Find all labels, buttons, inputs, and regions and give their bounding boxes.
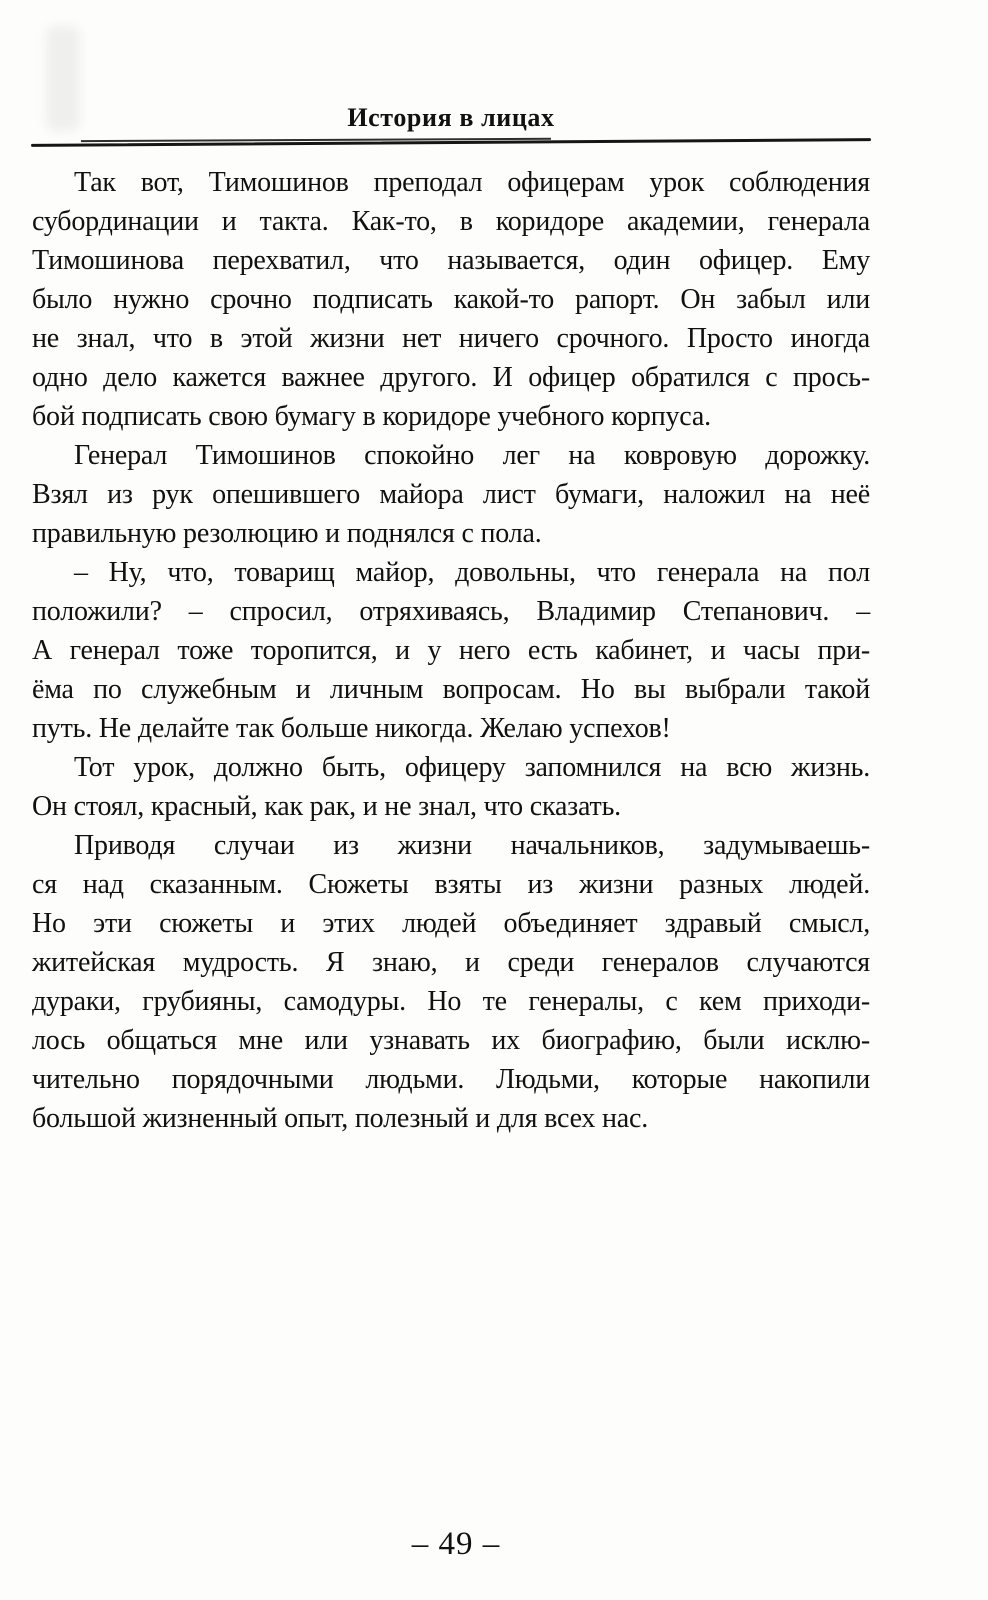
page-body-text (32, 163, 870, 1138)
text-line: ся над сказанным. Сюжеты взяты из жизни разных людей. (32, 869, 870, 900)
text-line: путь. Не делайте так больше никогда. Желаю успехов! (32, 713, 671, 744)
text-line: бой подписать свою бумагу в коридоре учебного корпуса. (32, 401, 711, 432)
text-line: Но эти сюжеты и этих людей объединяет здравый смысл, (32, 908, 870, 939)
paragraph (32, 826, 870, 1138)
text-line: Тимошинова перехватил, что называется, один офицер. Ему (32, 245, 870, 276)
text-line: субординации и такта. Как-то, в коридоре академии, генерала (32, 206, 870, 237)
paragraph (32, 436, 870, 553)
text-line: чительно порядочными людьми. Людьми, которые накопили (32, 1064, 870, 1095)
text-line: житейская мудрость. Я знаю, и среди генералов случаются (32, 947, 870, 978)
paragraph (32, 748, 870, 826)
header-divider-rule (31, 138, 871, 147)
text-line: Он стоял, красный, как рак, и не знал, что сказать. (32, 791, 621, 822)
text-line: Так вот, Тимошинов преподал офицерам урок соблюдения (74, 167, 870, 198)
text-line: дураки, грубияны, самодуры. Но те генералы, с кем приходи- (32, 986, 870, 1017)
text-line: лось общаться мне или узнавать их биографию, были исклю- (32, 1025, 870, 1056)
text-line: одно дело кажется важнее другого. И офицер обратился с прось- (32, 362, 870, 393)
text-line: положили? – спросил, отряхиваясь, Владимир Степанович. – (32, 596, 870, 627)
text-line: Приводя случаи из жизни начальников, задумываешь- (74, 830, 870, 861)
text-line: Тот урок, должно быть, офицеру запомнился на всю жизнь. (74, 752, 870, 783)
page-number: – 49 – (411, 1526, 501, 1562)
text-line: Взял из рук опешившего майора лист бумаги, наложил на неё (32, 479, 870, 510)
text-line: Генерал Тимошинов спокойно лег на ковровую дорожку. (74, 440, 870, 471)
running-header-title: История в лицах (347, 103, 555, 132)
text-line: – Ну, что, товарищ майор, довольны, что генерала на пол (74, 557, 870, 588)
text-line: А генерал тоже торопится, и у него есть кабинет, и часы при- (32, 635, 870, 666)
text-line: правильную резолюцию и поднялся с пола. (32, 518, 542, 549)
paragraph (32, 163, 870, 436)
text-line: большой жизненный опыт, полезный и для всех нас. (32, 1103, 649, 1134)
paragraph-dialogue (32, 553, 870, 748)
text-line: не знал, что в этой жизни нет ничего срочного. Просто иногда (32, 323, 870, 354)
text-line: было нужно срочно подписать какой-то рапорт. Он забыл или (32, 284, 870, 315)
text-line: ёма по служебным и личным вопросам. Но вы выбрали такой (32, 674, 870, 705)
